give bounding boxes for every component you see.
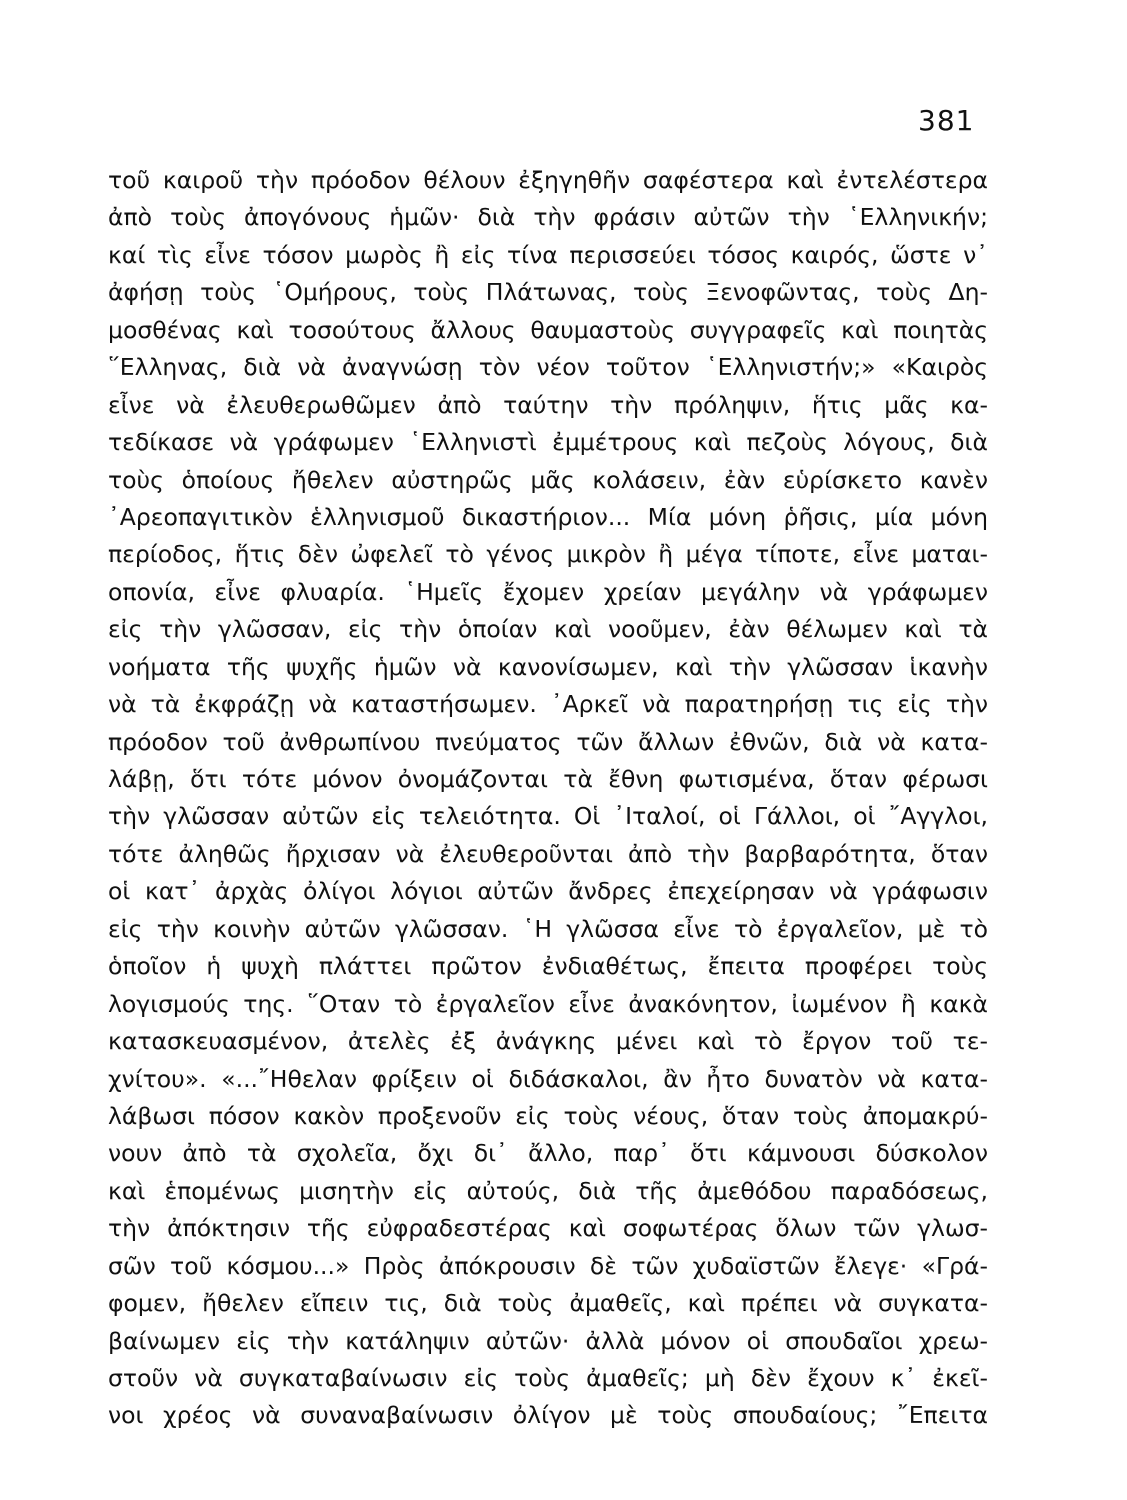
- text-line: καὶ ἑπομένως μισητὴν εἰς αὐτούς, διὰ τῆς ἀμεθόδου παραδόσεως,: [108, 1176, 988, 1205]
- text-line: σῶν τοῦ κόσμου...» Πρὸς ἀπόκρουσιν δὲ τῶν χυδαϊστῶν ἔλεγε· «Γρά-: [108, 1251, 988, 1280]
- text-line: τὴν γλῶσσαν αὐτῶν εἰς τελειότητα. Οἱ ᾿Ιταλοί, οἱ Γάλλοι, οἱ ῎Αγγλοι,: [108, 802, 988, 831]
- text-line: νουν ἀπὸ τὰ σχολεῖα, ὄχι δι᾽ ἄλλο, παρ᾽ ὅτι κάμνουσι δύσκολον: [108, 1139, 988, 1168]
- text-line: ᾿Αρεοπαγιτικὸν ἑλληνισμοῦ δικαστήριον... Μία μόνη ῥῆσις, μία μόνη: [108, 502, 988, 531]
- text-line: λάβωσι πόσον κακὸν προξενοῦν εἰς τοὺς νέους, ὅταν τοὺς ἀπομακρύ-: [108, 1101, 988, 1130]
- text-line: τοῦ καιροῦ τὴν πρόοδον θέλουν ἐξηγηθῆν σαφέστερα καὶ ἐντελέστερα: [108, 166, 988, 194]
- text-line: κατασκευασμένον, ἀτελὲς ἐξ ἀνάγκης μένει καὶ τὸ ἔργον τοῦ τε-: [108, 1027, 988, 1056]
- text-line: πρόοδον τοῦ ἀνθρωπίνου πνεύματος τῶν ἄλλων ἐθνῶν, διὰ νὰ κατα-: [108, 727, 988, 756]
- text-line: μοσθένας καὶ τοσούτους ἄλλους θαυμαστοὺς συγγραφεῖς καὶ ποιητὰς: [108, 315, 988, 344]
- text-line: καί τὶς εἶνε τόσον μωρὸς ἢ εἰς τίνα περισσεύει τόσος καιρός, ὥστε ν᾽: [108, 240, 988, 269]
- text-line: στοῦν νὰ συγκαταβαίνωσιν εἰς τοὺς ἀμαθεῖς; μὴ δὲν ἔχουν κ᾽ ἐκεῖ-: [108, 1364, 988, 1392]
- text-line: φομεν, ἤθελεν εἴπειν τις, διὰ τοὺς ἀμαθεῖς, καὶ πρέπει νὰ συγκατα-: [108, 1289, 988, 1318]
- text-line: εἰς τὴν γλῶσσαν, εἰς τὴν ὁποίαν καὶ νοοῦμεν, ἐὰν θέλωμεν καὶ τὰ: [108, 615, 988, 644]
- text-line: βαίνωμεν εἰς τὴν κατάληψιν αὐτῶν· ἀλλὰ μόνον οἱ σπουδαῖοι χρεω-: [108, 1326, 988, 1355]
- text-line: χνίτου». «...῎Ηθελαν φρίξειν οἱ διδάσκαλοι, ἂν ἦτο δυνατὸν νὰ κατα-: [108, 1064, 988, 1093]
- text-line: ὁποῖον ἡ ψυχὴ πλάττει πρῶτον ἐνδιαθέτως, ἔπειτα προφέρει τοὺς: [108, 952, 988, 981]
- text-line: τοὺς ὁποίους ἤθελεν αὐστηρῶς μᾶς κολάσειν, ἐὰν εὑρίσκετο κανὲν: [108, 465, 988, 494]
- text-line: λάβῃ, ὅτι τότε μόνον ὀνομάζονται τὰ ἔθνη φωτισμένα, ὅταν φέρωσι: [108, 765, 988, 793]
- text-line: τεδίκασε νὰ γράφωμεν ῾Ελληνιστὶ ἐμμέτρους καὶ πεζοὺς λόγους, διὰ: [108, 428, 988, 457]
- text-line: ἀφήσῃ τοὺς ῾Ομήρους, τοὺς Πλάτωνας, τοὺς Ξενοφῶντας, τοὺς Δη-: [108, 278, 988, 307]
- page-number: 381: [918, 104, 975, 137]
- text-line: νὰ τὰ ἐκφράζῃ νὰ καταστήσωμεν. ᾿Αρκεῖ νὰ παρατηρήσῃ τις εἰς τὴν: [108, 690, 988, 719]
- body-text: [108, 162, 988, 1435]
- text-line: νοήματα τῆς ψυχῆς ἡμῶν νὰ κανονίσωμεν, καὶ τὴν γλῶσσαν ἱκανὴν: [108, 652, 988, 681]
- text-line: ῞Ελληνας, διὰ νὰ ἀναγνώσῃ τὸν νέον τοῦτον ῾Ελληνιστήν;» «Καιρὸς: [108, 353, 988, 382]
- text-line: τὴν ἀπόκτησιν τῆς εὐφραδεστέρας καὶ σοφωτέρας ὅλων τῶν γλωσ-: [108, 1214, 988, 1243]
- text-line: οἱ κατ᾽ ἀρχὰς ὀλίγοι λόγιοι αὐτῶν ἄνδρες ἐπεχείρησαν νὰ γράφωσιν: [108, 877, 988, 906]
- text-line: εἰς τὴν κοινὴν αὐτῶν γλῶσσαν. ῾Η γλῶσσα εἶνε τὸ ἐργαλεῖον, μὲ τὸ: [108, 914, 988, 943]
- text-line: λογισμούς της. ῞Οταν τὸ ἐργαλεῖον εἶνε ἀνακόνητον, ἰωμένον ἢ κακὰ: [108, 989, 988, 1018]
- text-line: οπονία, εἶνε φλυαρία. ῾Ημεῖς ἔχομεν χρείαν μεγάλην νὰ γράφωμεν: [108, 577, 988, 606]
- text-line: τότε ἀληθῶς ἤρχισαν νὰ ἐλευθεροῦνται ἀπὸ τὴν βαρβαρότητα, ὅταν: [108, 839, 988, 868]
- text-line: νοι χρέος νὰ συναναβαίνωσιν ὀλίγον μὲ τοὺς σπουδαίους; ῎Επειτα: [108, 1401, 988, 1430]
- text-line: εἶνε νὰ ἐλευθερωθῶμεν ἀπὸ ταύτην τὴν πρόληψιν, ἥτις μᾶς κα-: [108, 390, 988, 419]
- text-line: περίοδος, ἥτις δὲν ὠφελεῖ τὸ γένος μικρὸν ἢ μέγα τίποτε, εἶνε μαται-: [108, 540, 988, 569]
- text-line: ἀπὸ τοὺς ἀπογόνους ἡμῶν· διὰ τὴν φράσιν αὐτῶν τὴν ῾Ελληνικήν;: [108, 203, 988, 232]
